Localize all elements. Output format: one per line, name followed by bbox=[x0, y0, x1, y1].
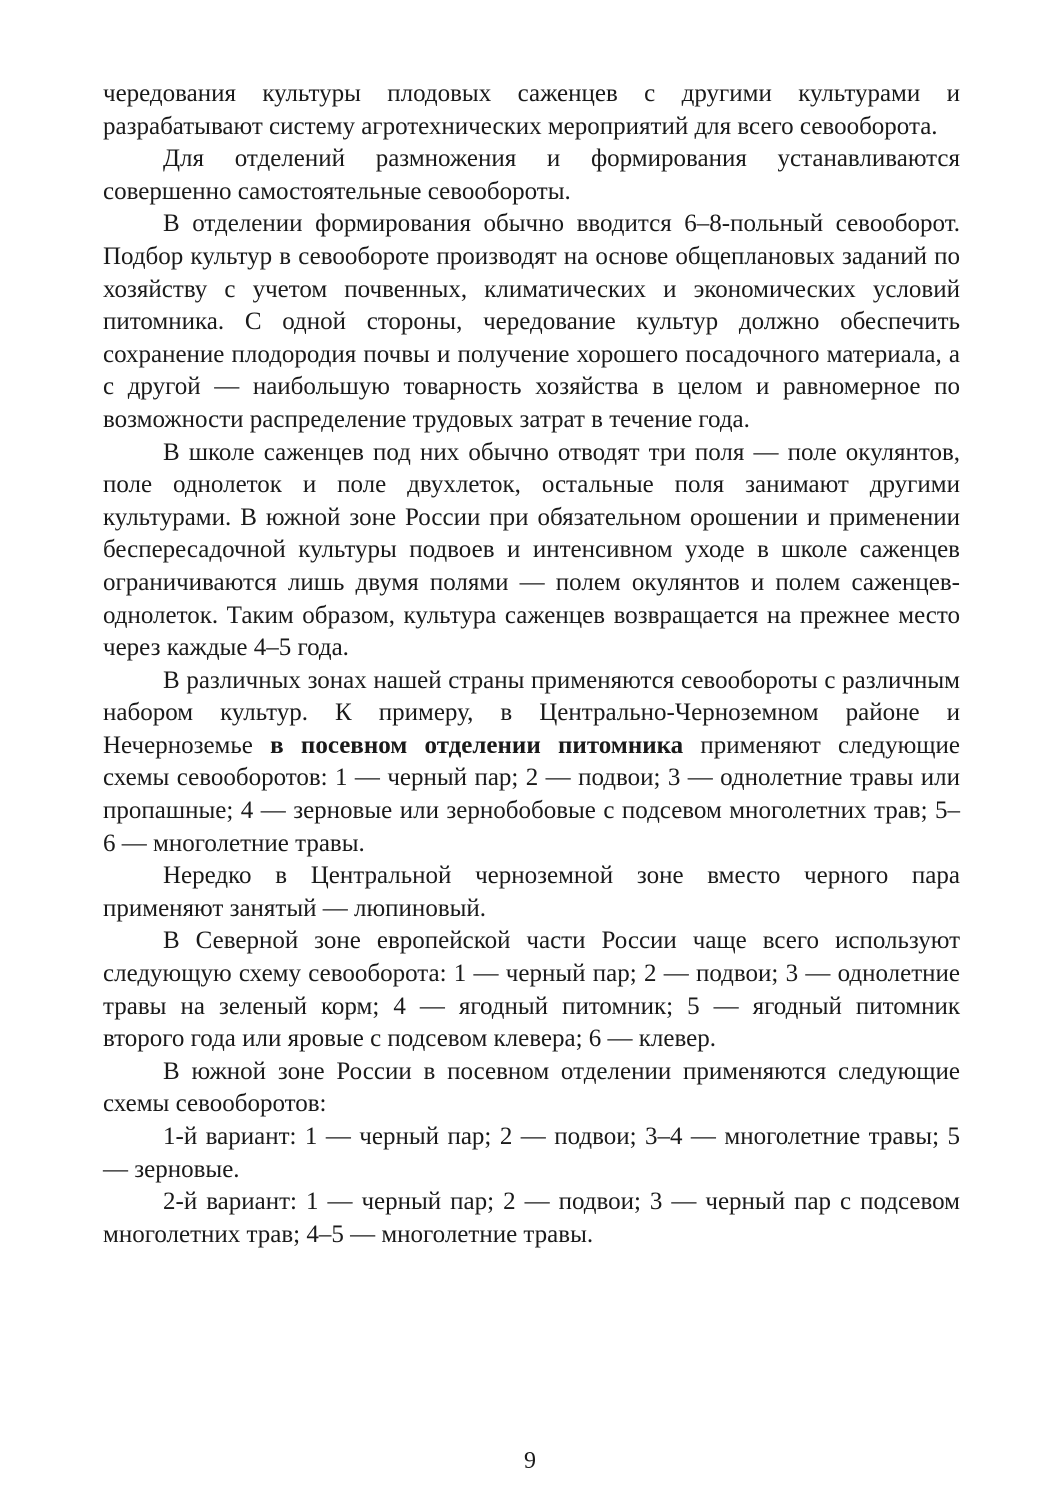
paragraph-9: 1-й вариант: 1 — черный пар; 2 — подвои; 3–4 — многолетние травы; 5 — зерновые. bbox=[103, 1123, 960, 1183]
paragraph-5-bold-phrase: в посевном отделении питомника bbox=[270, 731, 684, 759]
paragraph-2: Для отделений размножения и формирования устанавливаются совершенно самостоятельные севообороты. bbox=[103, 145, 960, 205]
paragraph-5-text-end: применяют следующие схемы севооборотов: 1 — черный пар; 2 — подвои; 3 — однолетние травы или пропашные; 4 — зерновые или зернобобовые с подсевом многолетних трав; 5–6 — многолетние травы. bbox=[103, 731, 960, 857]
paragraph-1: чередования культуры плодовых саженцев с другими культурами и разрабатывают систему агротехнических мероприятий для всего севооборота. bbox=[103, 80, 960, 140]
paragraph-10: 2-й вариант: 1 — черный пар; 2 — подвои; 3 — черный пар с подсевом многолетних трав; 4–5 — многолетние травы. bbox=[103, 1188, 960, 1248]
paragraph-3: В отделении формирования обычно вводится 6–8-польный севооборот. Подбор культур в севообороте производят на основе общеплановых заданий по хозяйству с учетом почвенных, климатических и экономических условий питомника. С одной стороны, чередование культур должно обеспечить сохранение плодородия почвы и получение хорошего посадочного материала, а с другой — наибольшую товарность хозяйства в целом и равномерное по возможности распределение трудовых затрат в течение года. bbox=[103, 210, 960, 433]
paragraph-8: В южной зоне России в посевном отделении применяются следующие схемы севооборотов: bbox=[103, 1057, 960, 1118]
page-number: 9 bbox=[524, 1448, 536, 1474]
paragraph-4: В школе саженцев под них обычно отводят три поля — поле окулянтов, поле однолеток и поле двухлеток, остальные поля занимают другими культурами. В южной зоне России при обязательном орошении и применении беспересадочной культуры подвоев и интенсивном уходе в школе саженцев ограничиваются лишь двумя полями — полем окулянтов и полем саженцев-однолеток. Таким образом, культура саженцев возвращается на прежнее место через каждые 4–5 года. bbox=[103, 438, 960, 662]
paragraph-5-text-start: В различных зонах нашей страны применяются севообороты с различным набором культур. К примеру, в Центрально-Черноземном районе и Нечерноземье bbox=[103, 666, 960, 759]
paragraph-7: В Северной зоне европейской части России чаще всего используют следующую схему севооборота: 1 — черный пар; 2 — подвои; 3 — однолетние травы на зеленый корм; 4 — ягодный питомник; 5 — ягодный питомник второго года или яровые с подсевом клевера; 6 — клевер. bbox=[103, 927, 960, 1053]
page-body bbox=[103, 78, 960, 1251]
paragraph-6: Нередко в Центральной черноземной зоне вместо черного пара применяют занятый — люпиновый. bbox=[103, 862, 960, 922]
paragraph-5 bbox=[103, 665, 960, 861]
